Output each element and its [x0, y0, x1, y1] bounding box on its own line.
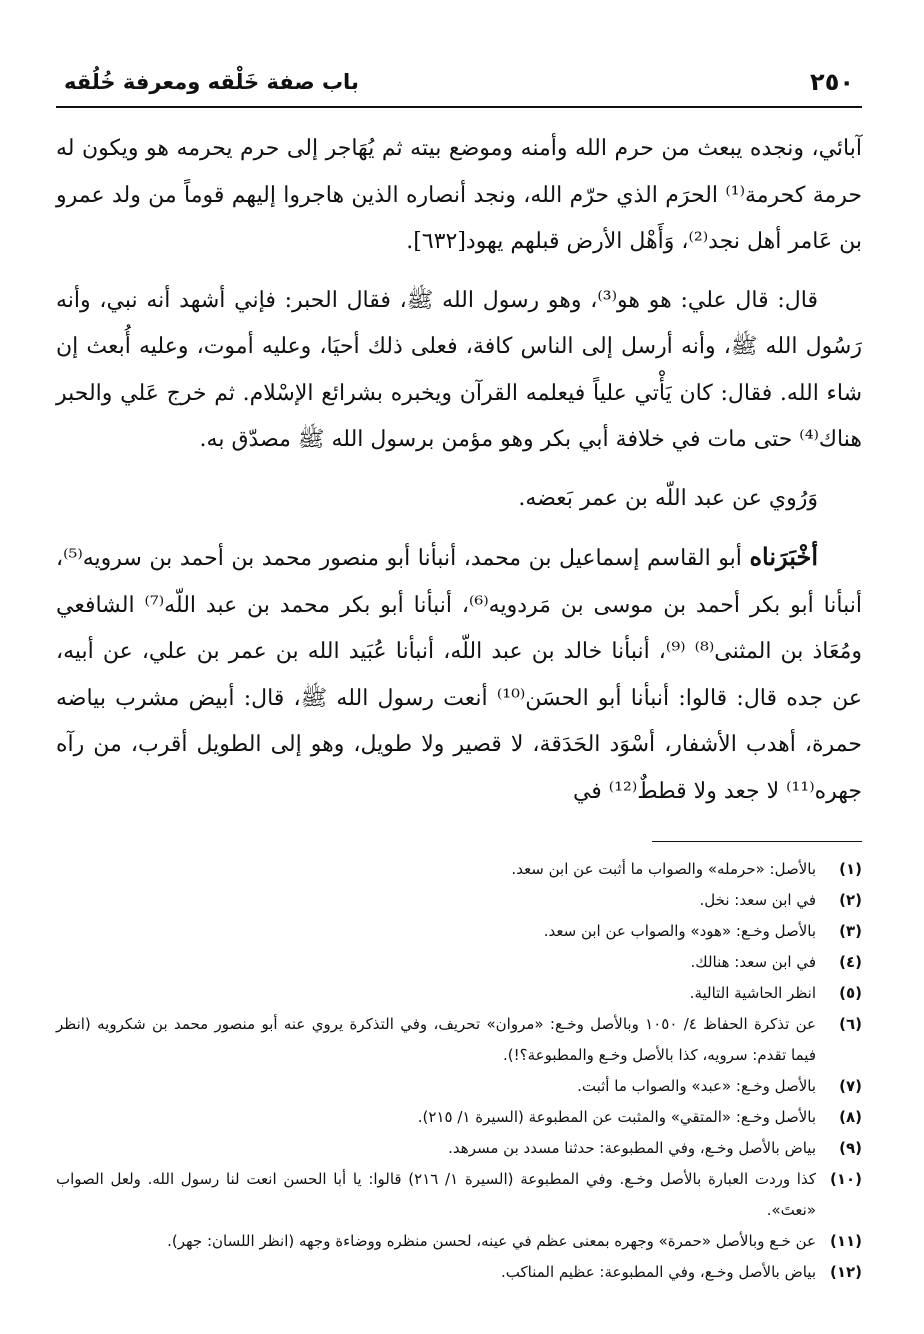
- footnote: [56, 978, 862, 1009]
- footnote-number: (٣): [839, 922, 862, 940]
- footnote-text: بالأصل وخـع: «عبد» والصواب ما أثبت.: [577, 1077, 816, 1095]
- footnote-text: بالأصل: «حرمله» والصواب ما أثبت عن ابن سعد.: [511, 860, 816, 878]
- footnote-number: (١١): [829, 1232, 862, 1250]
- footnote-number: (١٢): [829, 1263, 862, 1281]
- header-rule: [56, 106, 862, 108]
- footnotes: [56, 854, 862, 1288]
- paragraph-1: آبائي، ونجده يبعث من حرم الله وأمنه وموضع بيته ثم يُهَاجر إلى حرم يحرمه هو ويكون له حرمة كحرمة⁽¹⁾ الحرَم الذي حرّم الله، ونجد أنصاره الذين هاجروا إليهم قوماً من ولد عمرو بن عَامر أهل نجد⁽²⁾، وَأَهْل الأرض قبلهم يهود[٦٣٢].: [56, 136, 863, 254]
- footnote-number: (١٠): [829, 1170, 862, 1188]
- paragraph-4: [56, 534, 862, 815]
- paragraph-4-text: أبو القاسم إسماعيل بن محمد، أنبأنا أبو منصور محمد بن أحمد بن سرويه⁽⁵⁾، أنبأنا أبو بكر أحمد بن موسى بن مَردويه⁽⁶⁾، أنبأنا أبو بكر محمد بن عبد اللّه⁽⁷⁾ الشافعي ومُعَاذ بن المثنى⁽⁸⁾ ⁽⁹⁾، أنبأنا خالد بن عبد اللّه، أنبأنا عُبَيد الله بن عمر بن علي، عن أبيه، عن جده قال: قالوا: أنبأنا أبو الحسَن⁽¹⁰⁾ أنعت رسول الله ﷺ، قال: أبيض مشرب بياضه حمرة، أهدب الأشفار، أسْوَد الحَدَقة، لا قصير ولا طويل، وهو إلى الطويل أقرب، من رآه جهره⁽¹¹⁾ لا جعد ولا قططٌ⁽¹²⁾ في: [56, 546, 863, 804]
- footnote-number: (٦): [839, 1015, 862, 1033]
- footnote-number: (١): [839, 860, 862, 878]
- footnote-text: عن خـع وبالأصل «حمرة» وجهره بمعنى عظم في عينه، لحسن منظره ووضاءة وجهه (انظر اللسان: جهر).: [167, 1232, 816, 1250]
- footnote-text: بياض بالأصل وخـع، وفي المطبوعة: حدثنا مسدد بن مسرهد.: [448, 1139, 816, 1157]
- footnote: [56, 1009, 862, 1071]
- main-text: [56, 126, 862, 815]
- footnote: [56, 854, 862, 885]
- footnote: [56, 1102, 862, 1133]
- footnote-number: (٤): [839, 953, 862, 971]
- footnote-text: عن تذكرة الحفاظ ٤/ ١٠٥٠ وبالأصل وخـع: «مروان» تحريف، وفي التذكرة يروي عنه أبو منصور محمد بن شكرويه (انظر فيما تقدم: سرويه، كذا بالأصل وخـع والمطبوعة؟!).: [56, 1015, 816, 1064]
- footnote-text: كذا وردت العبارة بالأصل وخـع. وفي المطبوعة (السيرة ١/ ٢١٦) قالوا: يا أبا الحسن انعت لنا رسول الله. ولعل الصواب «نعتَ».: [56, 1170, 816, 1219]
- footnote: [56, 1164, 862, 1226]
- footnote-number: (٥): [839, 984, 862, 1002]
- footnote: [56, 885, 862, 916]
- footnote-separator: [652, 841, 862, 842]
- footnote-number: (٨): [839, 1108, 862, 1126]
- footnote-number: (٩): [839, 1139, 862, 1157]
- footnote-text: في ابن سعد: نخل.: [699, 891, 816, 909]
- footnote-text: انظر الحاشية التالية.: [689, 984, 816, 1002]
- footnote-text: بالأصل وخـع: «المتقي» والمثبت عن المطبوعة (السيرة ١/ ٢١٥).: [417, 1108, 816, 1126]
- book-page: [56, 58, 862, 1288]
- running-title: باب صفة خَلْقه ومعرفة خُلُقه: [64, 70, 359, 94]
- footnote-number: (٧): [839, 1077, 862, 1095]
- footnote-number: (٢): [839, 891, 862, 909]
- footnote-text: في ابن سعد: هنالك.: [690, 953, 816, 971]
- paragraph-2: قال: قال علي: هو هو⁽³⁾، وهو رسول الله ﷺ، فقال الحبر: فإني أشهد أنه نبي، وأنه رَسُول الله ﷺ، وأنه أرسل إلى الناس كافة، فعلى ذلك أحيَا، وعليه أموت، وعليه أُبعث إن شاء الله. فقال: كان يَأْتي علياً فيعلمه القرآن ويخبره بشرائع الإسْلام. ثم خرج عَلي والحبر هناك⁽⁴⁾ حتى مات في خلافة أبي بكر وهو مؤمن برسول الله ﷺ مصدّق به.: [56, 287, 862, 452]
- footnote: [56, 1071, 862, 1102]
- page-number: ٢٥٠: [810, 68, 854, 96]
- footnote: [56, 1133, 862, 1164]
- lead-word: أخْبَرَناه: [749, 542, 818, 571]
- footnote: [56, 1226, 862, 1257]
- footnote: [56, 947, 862, 978]
- page-header: [56, 58, 862, 106]
- footnote: [56, 916, 862, 947]
- footnote-text: بالأصل وخـع: «هود» والصواب عن ابن سعد.: [543, 922, 816, 940]
- paragraph-3: وَرُوي عن عبد اللّه بن عمر بَعضه.: [518, 485, 818, 511]
- footnote: [56, 1257, 862, 1288]
- footnote-text: بياض بالأصل وخـع، وفي المطبوعة: عظيم المناكب.: [500, 1263, 816, 1281]
